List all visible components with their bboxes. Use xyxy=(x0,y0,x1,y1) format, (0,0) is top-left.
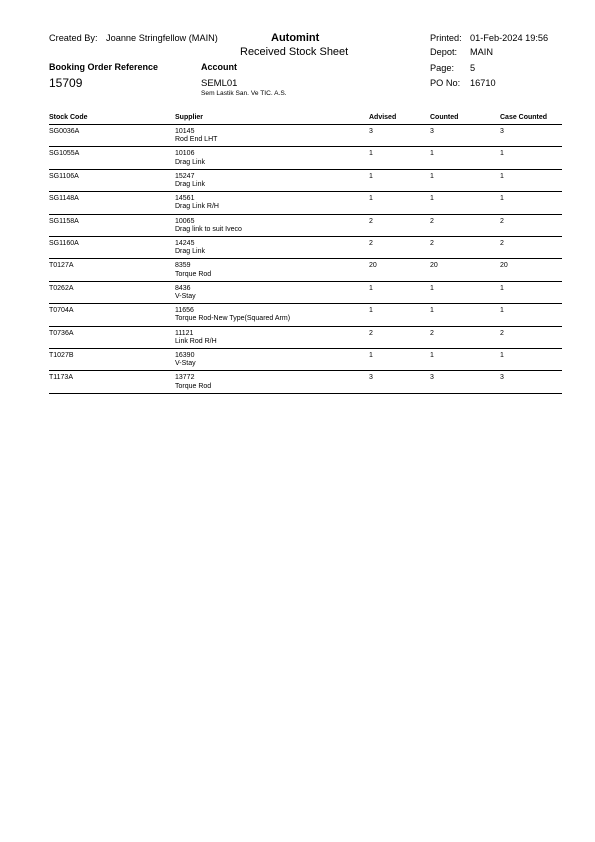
supplier-cell xyxy=(175,240,205,256)
supplier-code: 14561 xyxy=(175,195,195,203)
stock-code: SG1148A xyxy=(49,195,79,203)
stock-code: T0127A xyxy=(49,262,74,270)
col-supplier: Supplier xyxy=(175,114,204,121)
case-counted-qty: 1 xyxy=(500,172,504,180)
stock-code: T1173A xyxy=(49,374,73,382)
advised-qty: 1 xyxy=(369,307,373,315)
account-code: SEML01 xyxy=(201,78,238,89)
stock-code: SG0036A xyxy=(49,128,80,135)
booking-ref-value: 15709 xyxy=(49,76,83,90)
table-row xyxy=(49,259,562,281)
table-row xyxy=(49,371,562,393)
supplier-cell xyxy=(175,150,205,166)
stock-code: T1027B xyxy=(49,351,74,359)
supplier-code: 8436 xyxy=(175,284,191,292)
advised-qty: 1 xyxy=(369,172,373,180)
item-description: Torque Rod xyxy=(175,270,212,278)
supplier-code: 13772 xyxy=(175,374,195,382)
supplier-cell xyxy=(175,128,217,144)
supplier-code: 10145 xyxy=(175,128,195,135)
account-name: Sem Lastik San. Ve TIC. A.S. xyxy=(201,90,287,97)
supplier-cell xyxy=(175,285,196,301)
counted-qty: 1 xyxy=(430,150,434,158)
counted-qty: 3 xyxy=(430,374,434,382)
depot-label: Depot: xyxy=(430,47,458,57)
table-row xyxy=(49,125,562,147)
stock-table xyxy=(49,113,562,394)
supplier-code: 11656 xyxy=(175,307,194,315)
item-description: Link Rod R/H xyxy=(175,337,217,345)
counted-qty: 1 xyxy=(430,307,434,315)
col-counted: Counted xyxy=(430,114,459,121)
case-counted-qty: 1 xyxy=(500,284,504,292)
advised-qty: 2 xyxy=(369,239,373,247)
supplier-cell xyxy=(175,307,290,323)
po-number: 16710 xyxy=(470,78,496,88)
table-row xyxy=(49,237,562,259)
supplier-cell xyxy=(175,374,211,390)
counted-qty: 3 xyxy=(430,128,434,135)
advised-qty: 1 xyxy=(369,284,373,292)
supplier-code: 15247 xyxy=(175,172,195,180)
account-label: Account xyxy=(201,62,237,72)
advised-qty: 1 xyxy=(369,150,373,158)
supplier-cell xyxy=(175,330,217,346)
case-counted-qty: 1 xyxy=(500,351,504,359)
col-stock-code: Stock Code xyxy=(49,114,88,121)
item-description: V-Stay xyxy=(175,292,196,300)
supplier-code: 8359 xyxy=(175,262,191,270)
po-label: PO No: xyxy=(430,78,461,88)
counted-qty: 2 xyxy=(430,217,434,225)
item-description: Torque Rod xyxy=(175,382,212,390)
advised-qty: 2 xyxy=(369,217,373,225)
supplier-code: 10106 xyxy=(175,150,195,158)
item-description: V-Stay xyxy=(175,360,196,368)
case-counted-qty: 1 xyxy=(500,195,504,203)
depot-value: MAIN xyxy=(470,47,493,57)
counted-qty: 20 xyxy=(430,262,438,270)
case-counted-qty: 3 xyxy=(500,374,504,382)
col-advised: Advised xyxy=(369,114,397,121)
printed-label: Printed: xyxy=(430,33,462,43)
advised-qty: 3 xyxy=(369,128,373,135)
stock-code: SG1158A xyxy=(49,217,79,225)
case-counted-qty: 2 xyxy=(500,217,504,225)
table-header xyxy=(49,113,562,125)
table-row xyxy=(49,327,562,349)
case-counted-qty: 3 xyxy=(500,128,504,135)
counted-qty: 2 xyxy=(430,239,434,247)
advised-qty: 1 xyxy=(369,195,373,203)
table-row xyxy=(49,147,562,169)
advised-qty: 20 xyxy=(369,262,377,270)
company-name: Automint xyxy=(271,32,320,44)
item-description: Drag link to suit Iveco xyxy=(175,225,242,233)
supplier-cell xyxy=(175,218,242,234)
stock-code: T0736A xyxy=(49,329,74,337)
page-title: Received Stock Sheet xyxy=(240,46,349,58)
item-description: Drag Link xyxy=(175,158,205,166)
counted-qty: 1 xyxy=(430,284,434,292)
item-description: Drag Link R/H xyxy=(175,203,219,211)
supplier-cell xyxy=(175,352,196,368)
table-body xyxy=(49,125,562,394)
item-description: Drag Link xyxy=(175,248,205,256)
printed-value: 01-Feb-2024 19:56 xyxy=(470,33,549,43)
counted-qty: 1 xyxy=(430,351,434,359)
table-row xyxy=(49,282,562,304)
stock-code: SG1160A xyxy=(49,239,79,247)
supplier-cell xyxy=(175,262,211,278)
table-row xyxy=(49,349,562,371)
page-number: 5 xyxy=(470,63,476,73)
counted-qty: 1 xyxy=(430,172,434,180)
created-by-label: Created By: xyxy=(49,33,98,43)
advised-qty: 3 xyxy=(369,374,373,382)
counted-qty: 1 xyxy=(430,195,434,203)
case-counted-qty: 1 xyxy=(500,307,504,315)
page-label: Page: xyxy=(430,63,455,73)
counted-qty: 2 xyxy=(430,329,434,337)
item-description: Torque Rod-New Type(Squared Arm) xyxy=(175,315,291,323)
item-description: Rod End LHT xyxy=(175,136,218,144)
case-counted-qty: 2 xyxy=(500,329,504,337)
table-row xyxy=(49,304,562,326)
supplier-code: 14245 xyxy=(175,239,195,247)
case-counted-qty: 1 xyxy=(500,150,504,158)
supplier-code: 16390 xyxy=(175,351,195,359)
table-row xyxy=(49,170,562,192)
created-by-value: Joanne Stringfellow (MAIN) xyxy=(106,33,218,43)
stock-code: T0262A xyxy=(49,284,74,292)
table-row xyxy=(49,192,562,214)
col-case-counted: Case Counted xyxy=(500,114,548,121)
supplier-cell xyxy=(175,195,219,211)
advised-qty: 2 xyxy=(369,329,373,337)
supplier-code: 10065 xyxy=(175,217,195,225)
item-description: Drag Link xyxy=(175,180,205,188)
booking-ref-label: Booking Order Reference xyxy=(49,62,159,72)
stock-code: SG1106A xyxy=(49,172,79,180)
case-counted-qty: 2 xyxy=(500,239,504,247)
supplier-code: 11121 xyxy=(175,329,194,337)
stock-code: T0704A xyxy=(49,307,74,315)
table-row xyxy=(49,215,562,237)
advised-qty: 1 xyxy=(369,351,373,359)
case-counted-qty: 20 xyxy=(500,262,508,270)
supplier-cell xyxy=(175,173,205,189)
stock-code: SG1055A xyxy=(49,150,80,158)
